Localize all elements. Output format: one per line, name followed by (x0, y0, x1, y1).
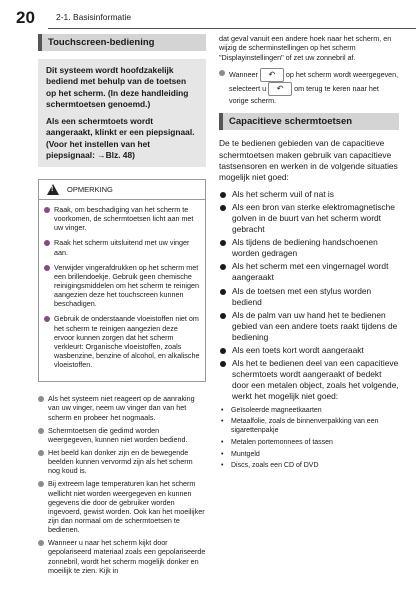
caution-item: Verwijder vingerafdrukken op het scherm met een brillendoekje. Gebruik geen chemische reinigingsmiddelen om het scherm te reinigen aangezien deze het touchscreen kunnen beschadigen. (44, 263, 200, 309)
left-column (38, 34, 206, 579)
section-title-capacitive: Capacitieve schermtoetsen (219, 113, 399, 130)
right-column (219, 34, 399, 474)
warning-icon (47, 184, 59, 195)
capacitive-bullet: Als het te bedienen deel van een capacitieve schermtoets wordt aangeraakt of bedekt door een metalen object, zoals het volgende, werkt het mogelijk niet goed: (219, 358, 399, 402)
back-note-mid: op het scherm wordt weergegeven, selecteert u (229, 69, 399, 93)
note-item: Schermtoetsen die gedimd worden weergegeven, kunnen niet worden bediend. (38, 426, 206, 444)
note-item: Bij extreem lage temperaturen kan het scherm wellicht niet worden weergegeven en kunnen gegevens die door de gebruiker worden ingevoerd, gewist worden. Ook kan het moeilijker zijn dan normaal om de schermtoetsen te bedienen. (38, 479, 206, 534)
note-item: Als het systeem niet reageert op de aanraking van uw vinger, neem uw vinger dan van het scherm en probeer het nogmaals. (38, 394, 206, 421)
note-item: Wanneer u naar het scherm kijkt door gepolariseerd materiaal zoals een gepolariseerde zonnebril, wordt het scherm mogelijk donker en moeilijk te zien. Kijk in (38, 538, 206, 575)
page-number: 20 (16, 8, 35, 27)
note-item: Het beeld kan donker zijn en de bewegende beelden kunnen vervormd zijn als het scherm nog koud is. (38, 448, 206, 475)
metal-objects-list (219, 407, 399, 472)
continued-paragraph: dat geval vanuit een andere hoek naar het scherm, en wijzig de scherminstellingen op het scherm "Displayinstellingen" of zet uw zonnebril af. (219, 34, 392, 62)
intro-paragraph-2: Als een schermtoets wordt aangeraakt, klinkt er een piepsignaal. (Voor het instellen van het piepsignaal: →Blz. 48) (46, 116, 195, 160)
caution-item: Gebruik de onderstaande vloeistoffen niet om het scherm te reinigen aangezien deze ervoor kunnen zorgen dat het scherm verkleurt: Organische vloeistoffen, zoals wasbenzine, benzine of alcohol, en alkalische vloeistoffen. (44, 314, 200, 369)
capacitive-bullet: Als het scherm met een vingernagel wordt aangeraakt (219, 261, 399, 283)
capacitive-bullet: Als een bron van sterke elektromagnetische golven in de buurt van het scherm wordt gebracht (219, 202, 399, 235)
metal-object-item: • Geïsoleerde magneetkaarten (219, 407, 399, 416)
continued-text-block (219, 34, 399, 105)
back-note-pre: Wanneer (229, 69, 258, 79)
capacitive-bullet: Als tijdens de bediening handschoenen worden gedragen (219, 237, 399, 259)
page-header (0, 0, 416, 30)
metal-object-item: • Muntgeld (219, 451, 399, 460)
caution-item: Raak, om beschadiging van het scherm te voorkomen, de schermtoetsen licht aan met uw vinger. (44, 205, 200, 232)
back-note-post: om terug te keren naar het vorige scherm. (229, 83, 379, 106)
notes-list (38, 394, 206, 575)
capacitive-intro: De te bedienen gebieden van de capacitieve schermtoetsen maken gebruik van capacitieve tastsensoren en werken in de volgende situaties mogelijk niet goed: (219, 138, 398, 182)
caution-item: Raak het scherm uitsluitend met uw vinger aan. (44, 238, 200, 256)
back-arrow-icon: ↶ (268, 82, 292, 96)
intro-paragraph-1: Dit systeem wordt hoofdzakelijk bediend met behulp van de toetsen op het scherm. (In deze handleiding schermtoetsen genoemd.) (46, 65, 189, 109)
metal-object-item: • Discs, zoals een CD of DVD (219, 462, 399, 471)
back-note (219, 68, 399, 105)
caution-header (39, 180, 205, 200)
capacitive-bullet: Als de toetsen met een stylus worden bediend (219, 286, 399, 308)
header-rule (48, 28, 416, 29)
capacitive-bullet: Als de palm van uw hand het te bedienen gebied van een andere toets raakt tijdens de bediening (219, 310, 399, 343)
capacitive-bullets (219, 189, 399, 403)
caution-box (38, 179, 206, 382)
capacitive-bullet: Als het scherm vuil of nat is (219, 189, 399, 200)
back-arrow-icon: ↶ (260, 68, 284, 82)
metal-object-item: • Metaalfolie, zoals de binnenverpakking van een sigarettenpakje (219, 418, 399, 436)
chapter-title: 2-1. Basisinformatie (56, 12, 132, 22)
capacitive-bullet: Als een toets kort wordt aangeraakt (219, 345, 399, 356)
metal-object-item: • Metalen portemonnees of tassen (219, 439, 399, 448)
caution-title: OPMERKING (67, 184, 113, 194)
intro-box (38, 59, 206, 167)
caution-list (44, 205, 200, 369)
section-title-touchscreen: Touchscreen-bediening (38, 34, 206, 51)
